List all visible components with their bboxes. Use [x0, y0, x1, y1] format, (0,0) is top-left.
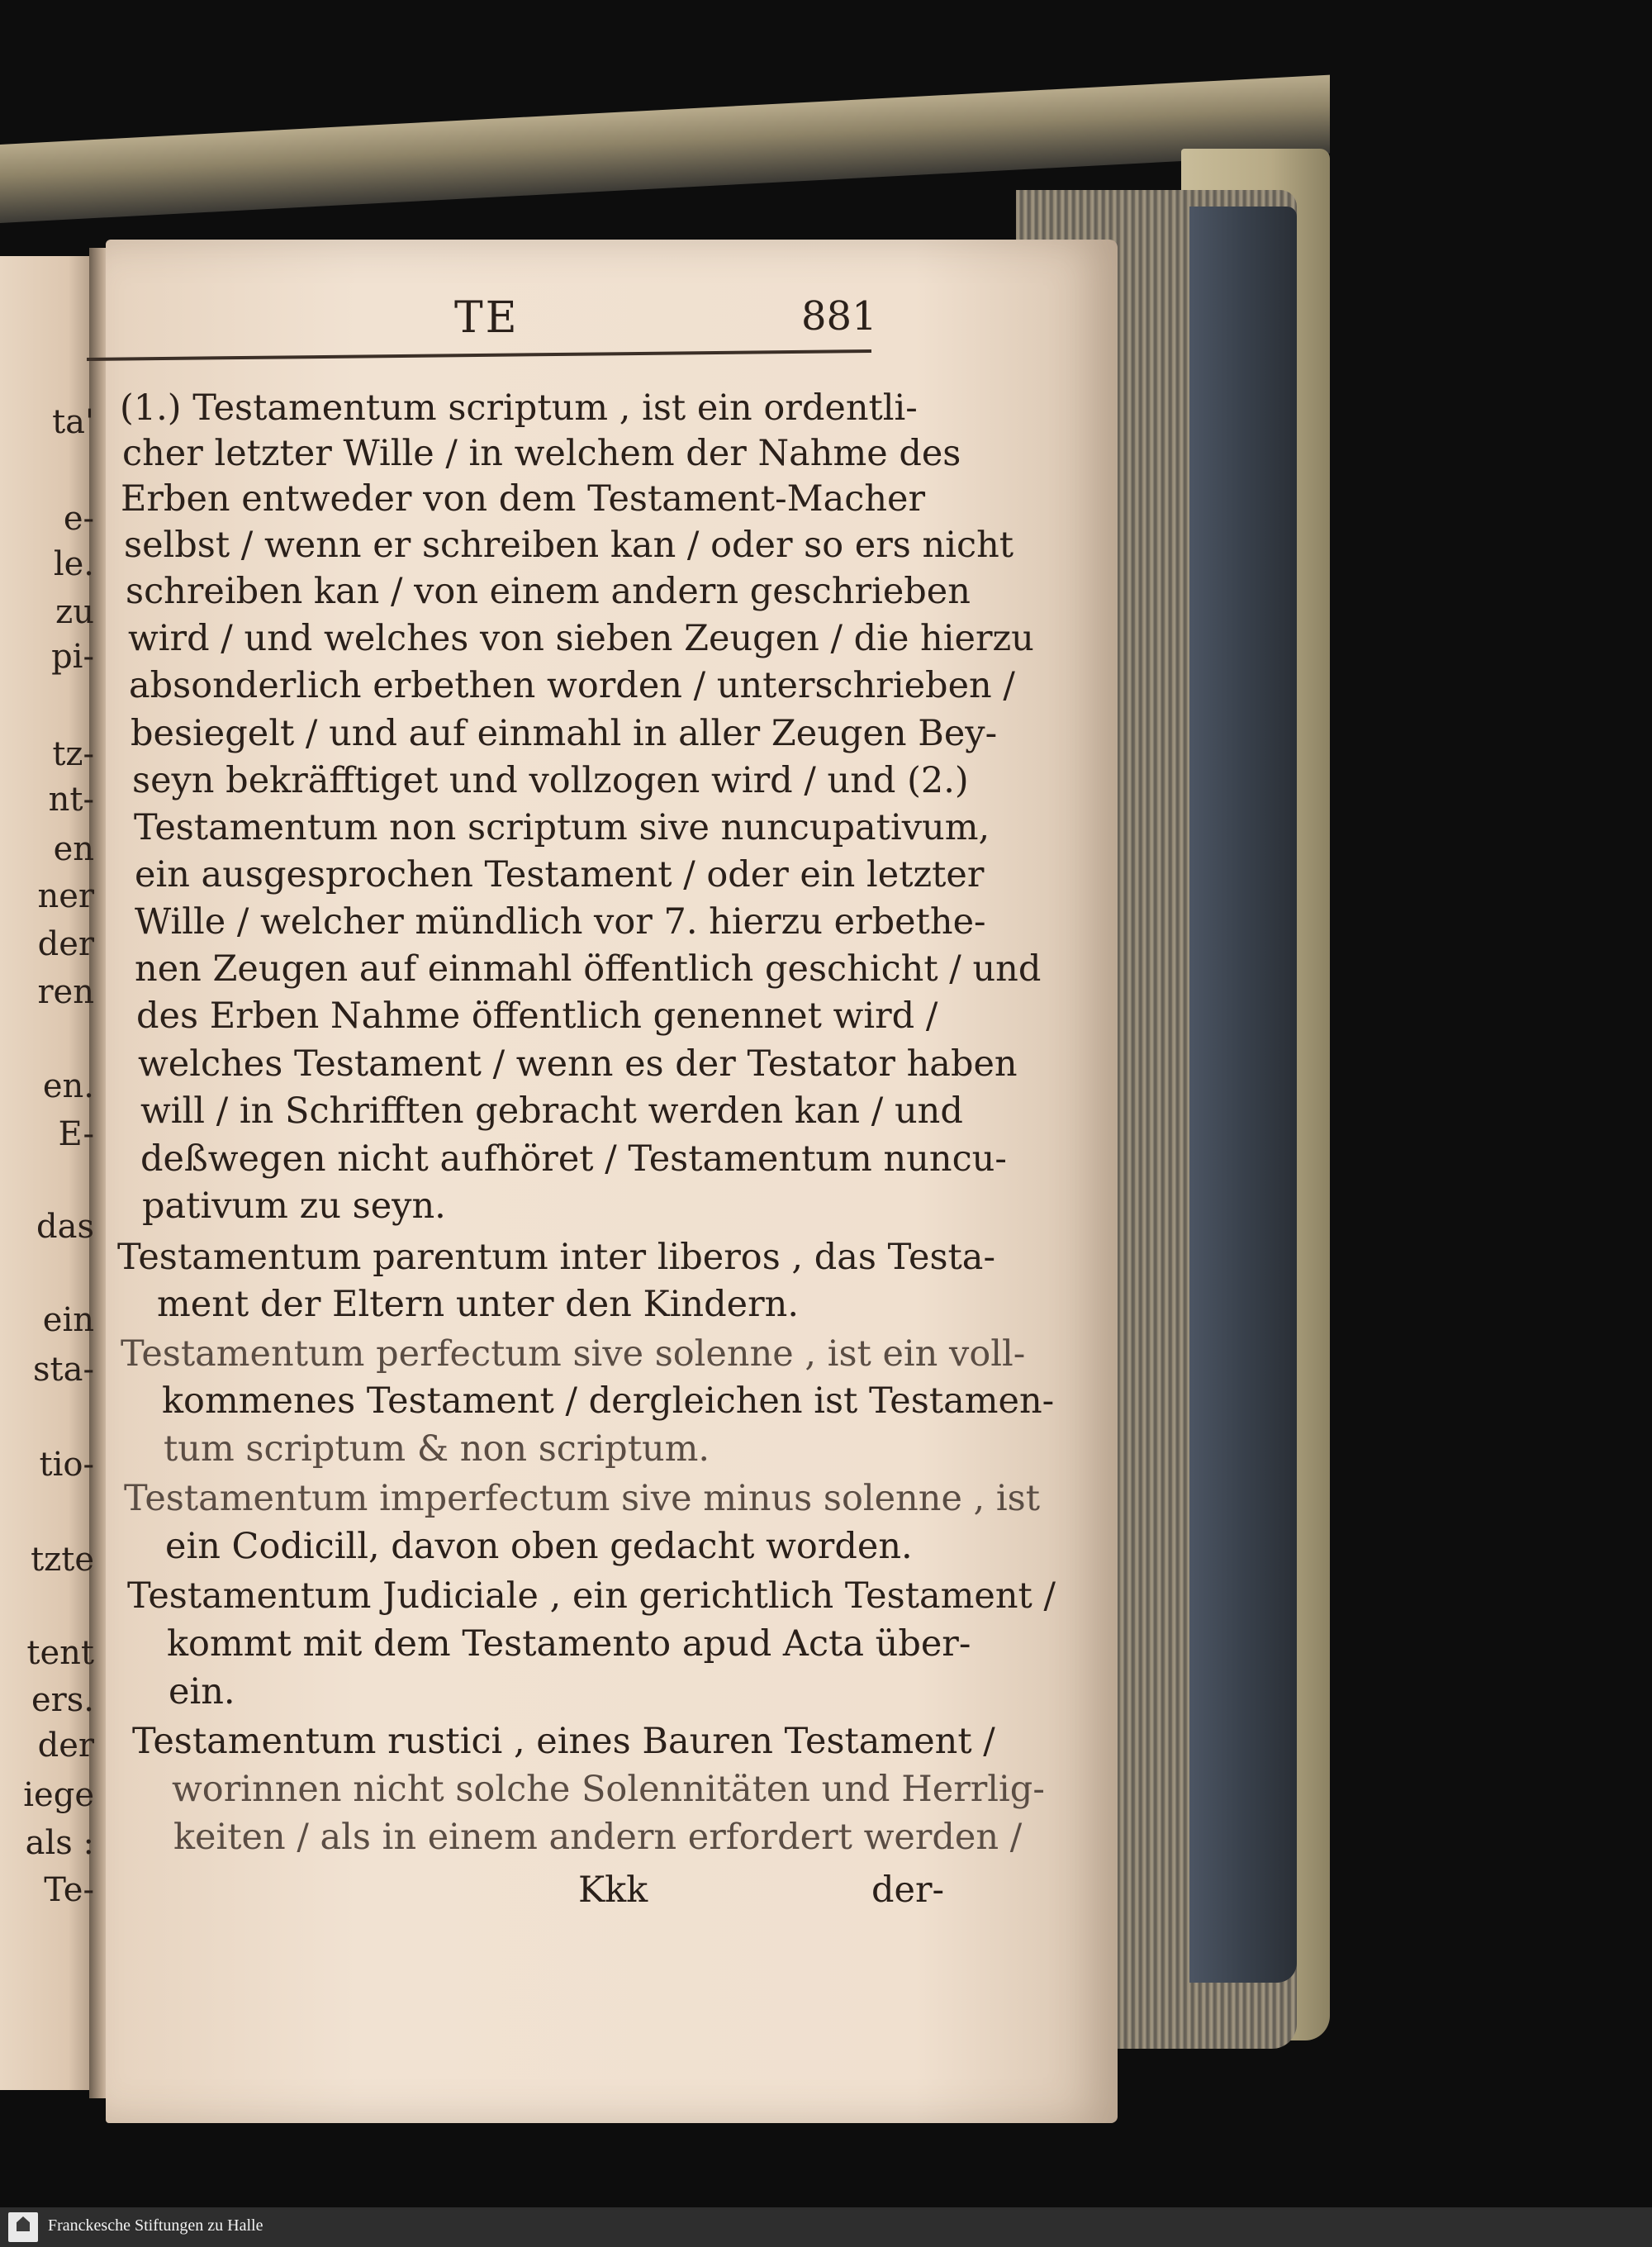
text-line: besiegelt / und auf einmahl in aller Zeugen Bey-	[131, 713, 998, 754]
text-fragment: Te-	[44, 1871, 94, 1909]
text-fragment: pi-	[51, 638, 94, 676]
text-fragment: der	[37, 1727, 94, 1765]
footer-bar	[0, 2207, 1652, 2247]
text-fragment: e-	[63, 500, 94, 538]
text-fragment: iege	[23, 1776, 94, 1814]
text-fragment: ers.	[31, 1681, 94, 1719]
text-line: Testamentum perfectum sive solenne , ist ein voll-	[121, 1333, 1026, 1375]
text-fragment: ner	[37, 877, 94, 915]
text-line: ein.	[169, 1671, 235, 1713]
text-line: Testamentum imperfectum sive minus solenne , ist	[124, 1478, 1040, 1519]
signature-mark: Kkk	[578, 1869, 648, 1911]
text-line: deßwegen nicht aufhöret / Testamentum nuncu-	[140, 1138, 1007, 1180]
text-fragment: le.	[53, 545, 94, 583]
text-fragment: ta'	[52, 403, 94, 441]
text-fragment: E-	[58, 1115, 94, 1153]
text-line: nen Zeugen auf einmahl öffentlich geschicht / und	[135, 948, 1042, 990]
catchword: der-	[871, 1869, 945, 1911]
text-line: ment der Eltern unter den Kindern.	[157, 1284, 799, 1325]
text-fragment: ein	[42, 1301, 94, 1339]
institution-logo-icon	[8, 2212, 38, 2242]
text-line: Testamentum parentum inter liberos , das Testa-	[117, 1237, 995, 1278]
text-line: Wille / welcher mündlich vor 7. hierzu erbethe-	[135, 901, 986, 943]
text-line: Testamentum non scriptum sive nuncupativum,	[134, 807, 990, 848]
text-fragment: zu	[55, 593, 94, 631]
text-fragment: tent	[26, 1634, 94, 1672]
text-fragment: der	[37, 925, 94, 963]
text-fragment: sta-	[33, 1351, 94, 1389]
text-line: will / in Schrifften gebracht werden kan / und	[140, 1090, 963, 1132]
running-head: TE	[454, 293, 520, 343]
text-line: absonderlich erbethen worden / unterschrieben /	[129, 665, 1015, 706]
text-fragment: ren	[37, 973, 94, 1011]
text-fragment: tio-	[39, 1446, 94, 1484]
text-fragment: tz-	[52, 735, 94, 773]
text-line: kommenes Testament / dergleichen ist Testamen-	[162, 1380, 1055, 1422]
text-fragment: das	[36, 1208, 94, 1246]
text-line: worinnen nicht solche Solennitäten und Herrlig-	[172, 1769, 1045, 1810]
text-line: ein ausgesprochen Testament / oder ein letzter	[135, 854, 985, 895]
page-number: 881	[801, 293, 877, 340]
text-line: des Erben Nahme öffentlich genennet wird /	[136, 995, 938, 1037]
text-line: (1.) Testamentum scriptum , ist ein ordentli-	[120, 387, 918, 429]
text-line: pativum zu seyn.	[142, 1185, 446, 1227]
text-fragment: en	[53, 830, 94, 868]
text-line: Testamentum Judiciale , ein gerichtlich Testament /	[127, 1575, 1056, 1617]
text-line: Testamentum rustici , eines Bauren Testament /	[132, 1721, 995, 1762]
text-line: welches Testament / wenn es der Testator haben	[138, 1043, 1018, 1085]
institution-name: Franckesche Stiftungen zu Halle	[48, 2216, 263, 2235]
text-line: selbst / wenn er schreiben kan / oder so ers nicht	[124, 525, 1014, 566]
text-fragment: tzte	[31, 1541, 94, 1579]
text-line: cher letzter Wille / in welchem der Nahme des	[122, 433, 961, 474]
text-line: kommt mit dem Testamento apud Acta über-	[167, 1623, 971, 1665]
text-fragment: en.	[42, 1067, 94, 1105]
text-line: tum scriptum & non scriptum.	[164, 1428, 710, 1470]
text-line: wird / und welches von sieben Zeugen / die hierzu	[128, 618, 1034, 659]
text-line: seyn bekräfftiget und vollzogen wird / und (2.)	[132, 760, 969, 801]
text-line: Erben entweder von dem Testament-Macher	[121, 478, 926, 520]
text-fragment: nt-	[48, 781, 94, 819]
text-line: keiten / als in einem andern erfordert werden /	[173, 1817, 1023, 1858]
text-line: ein Codicill, davon oben gedacht worden.	[165, 1526, 913, 1567]
text-line: schreiben kan / von einem andern geschrieben	[126, 571, 971, 612]
text-fragment: als :	[25, 1824, 94, 1862]
page-edges-shadow	[1189, 207, 1297, 1983]
